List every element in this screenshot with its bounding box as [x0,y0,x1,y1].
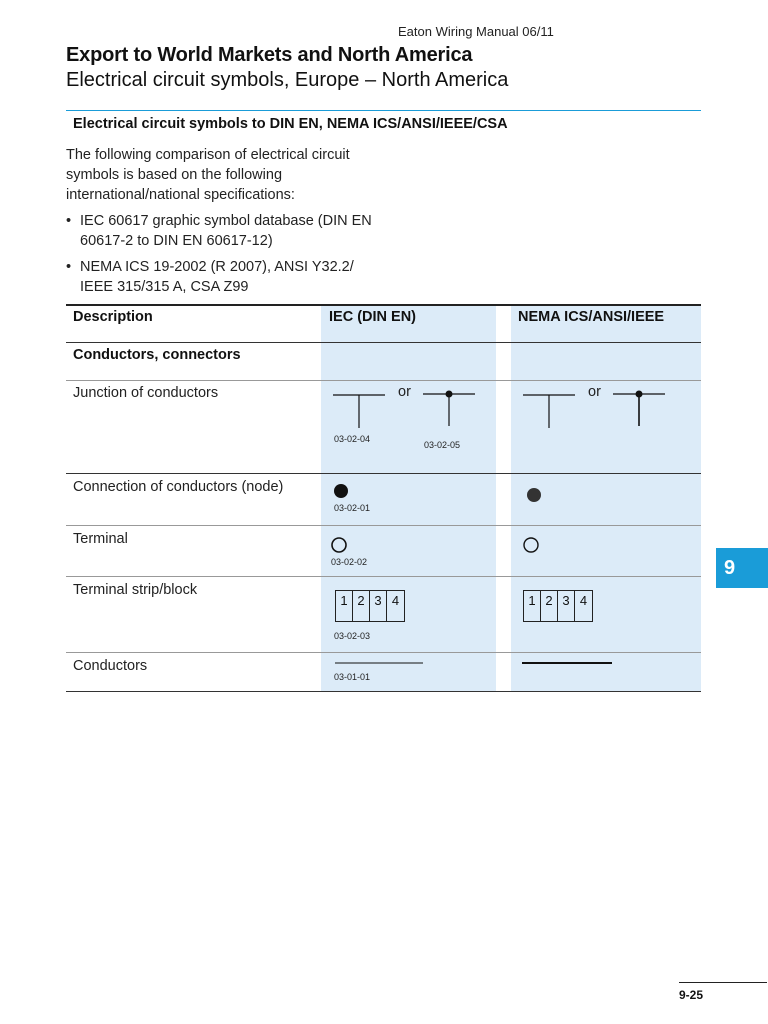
symbol-code: 03-02-04 [334,434,371,444]
symbol-code: 03-02-05 [424,440,461,450]
row-divider [66,380,701,381]
intro-paragraph: The following comparison of electrical circuit symbols is based on the following international/national specifications: [66,147,350,203]
row-description: Terminal [73,531,128,547]
terminal-number: 1 [524,591,541,621]
section-title: Electrical circuit symbols to DIN EN, NEMA ICS/ANSI/IEEE/CSA [73,116,508,132]
table-header-rule [66,342,701,343]
nema-junction-dot-symbol-icon [613,388,673,428]
terminal-circle-icon [330,536,348,554]
node-dot-icon [333,483,349,499]
nema-node-dot-icon [526,487,542,503]
column-header-nema: NEMA ICS/ANSI/IEEE [518,309,665,325]
row-divider [66,576,701,577]
terminal-number: 3 [558,591,575,621]
terminal-number: 1 [336,591,353,621]
spec-list-item: • NEMA ICS 19-2002 (R 2007), ANSI Y32.2/ IEEE 315/315 A, CSA Z99 [66,257,376,297]
row-divider [66,652,701,653]
nema-terminal-strip-icon [523,590,593,622]
page-number: 9-25 [679,988,704,1002]
or-label: or [398,384,411,400]
terminal-number: 3 [370,591,387,621]
junction-t-symbol-icon [333,390,393,430]
terminal-number: 2 [353,591,370,621]
symbol-code: 03-02-02 [331,557,368,567]
terminal-strip-icon [335,590,405,622]
spec-list-item: • IEC 60617 graphic symbol database (DIN EN 60617-2 to DIN EN 60617-12) [66,211,376,251]
nema-junction-t-symbol-icon [523,390,583,430]
or-label: or [588,384,601,400]
chapter-tab: 9 [716,548,768,588]
spec-list [66,211,376,303]
terminal-number: 4 [391,593,400,608]
symbol-code: 03-01-01 [334,672,371,682]
header-rule [66,110,701,111]
table-bottom-rule [66,691,701,692]
nema-terminal-circle-icon [522,536,540,554]
terminal-number: 4 [579,593,588,608]
conductor-line-icon [335,660,425,666]
nema-conductor-line-icon [522,660,614,666]
table-top-rule [66,304,701,306]
row-divider [66,525,701,526]
row-description: Junction of conductors [73,385,219,401]
page-subtitle: Electrical circuit symbols, Europe – North America [66,69,509,91]
group-heading: Conductors, connectors [73,347,241,363]
symbol-code: 03-02-03 [334,631,371,641]
footer-rule [679,982,767,983]
symbol-code: 03-02-01 [334,503,371,513]
running-head: Eaton Wiring Manual 06/11 [398,24,554,39]
column-header-description: Description [73,309,153,325]
row-description: Terminal strip/block [73,582,198,598]
junction-dot-symbol-icon [423,388,483,428]
row-description: Conductors [73,658,148,674]
terminal-number: 2 [541,591,558,621]
row-divider [66,473,701,474]
row-description: Connection of conductors (node) [73,479,284,495]
page-title: Export to World Markets and North America [66,44,473,66]
column-header-iec: IEC (DIN EN) [329,309,416,325]
